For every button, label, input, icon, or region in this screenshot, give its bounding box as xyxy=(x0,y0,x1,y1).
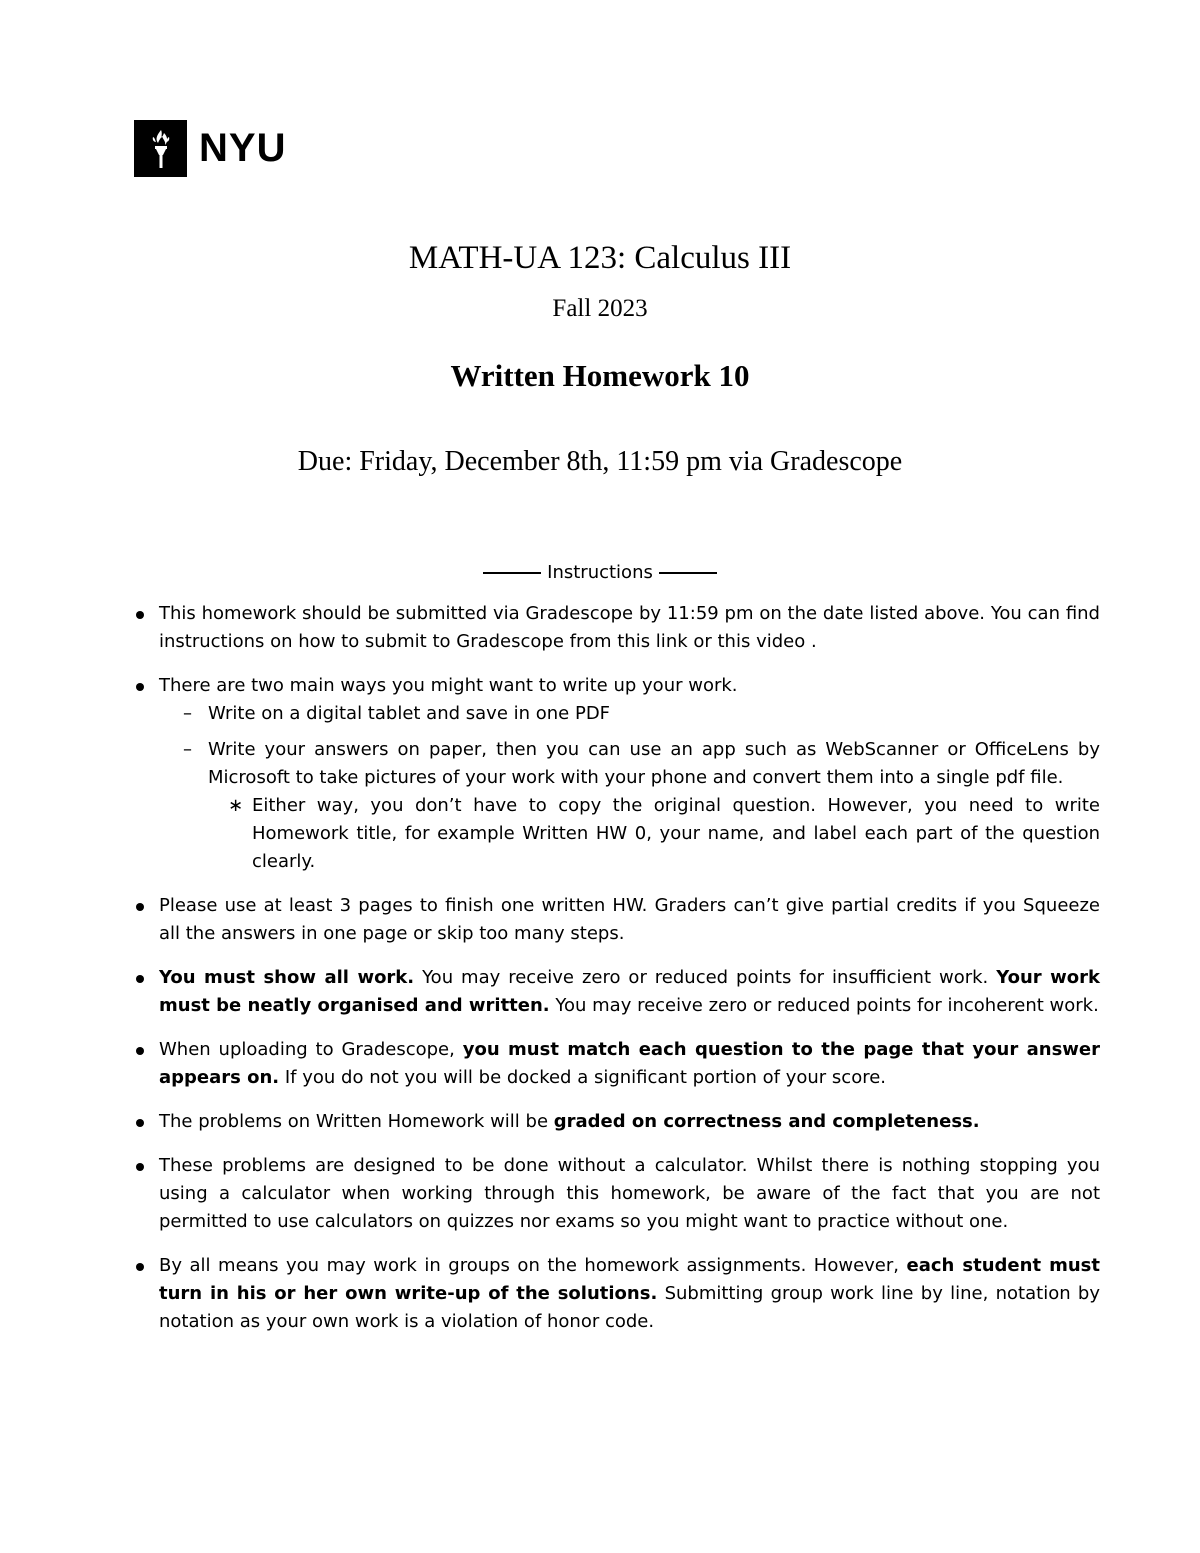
instruction-text: This homework should be submitted via Gradescope by 11:59 pm on the date listed above. You can find instructions on how to submit to Gradescope from this link or this video . xyxy=(159,603,1100,652)
instruction-text: You may receive zero or reduced points for insufficient work. xyxy=(414,967,997,988)
sub-item-text: Write on a digital tablet and save in one PDF xyxy=(208,703,611,724)
instructions-list-container xyxy=(134,600,1100,1352)
instruction-submission xyxy=(134,600,1100,656)
instruction-text: By all means you may work in groups on the homework assignments. However, xyxy=(159,1255,907,1276)
instruction-groups xyxy=(134,1252,1100,1336)
instruction-text: You may receive zero or reduced points for incoherent work. xyxy=(549,995,1099,1016)
instruction-text: The problems on Written Homework will be xyxy=(159,1111,554,1132)
instruction-text: Please use at least 3 pages to finish one written HW. Graders can’t give partial credits if you Squeeze all the answers in one page or skip too many steps. xyxy=(159,895,1100,944)
paper-subsublist xyxy=(208,792,1100,876)
instruction-grading xyxy=(134,1108,1100,1136)
instruction-match-pages xyxy=(134,1036,1100,1092)
logo-wordmark: NYU xyxy=(199,126,287,170)
heading-rule-right xyxy=(659,572,717,574)
sub-item-paper xyxy=(159,736,1100,876)
sub-item-text: Write your answers on paper, then you can use an app such as WebScanner or OfficeLens by Microsoft to take pictures of your work with your phone and convert them into a single pdf file. xyxy=(208,739,1100,788)
sub-item-tablet xyxy=(159,700,1100,728)
instruction-text: Submitting group work line by line, notation by notation as your own work is a violation of honor code. xyxy=(159,1283,1100,1332)
heading-rule-left xyxy=(483,572,541,574)
instruction-text: These problems are designed to be done without a calculator. Whilst there is nothing stopping you using a calculator when working through this homework, be aware of the fact that you are not permitted to use calculators on quizzes nor exams so you might want to practice without one. xyxy=(159,1155,1100,1232)
instruction-writeup-ways xyxy=(134,672,1100,876)
homework-title: Written Homework 10 xyxy=(450,358,750,393)
torch-icon xyxy=(134,120,187,177)
instruction-bold: Your work must be neatly organised and written. xyxy=(159,967,1100,1016)
writeup-sublist xyxy=(159,700,1100,876)
course-title: MATH-UA 123: Calculus III xyxy=(408,240,792,276)
due-date: Due: Friday, December 8th, 11:59 pm via Gradescope xyxy=(297,446,903,477)
instruction-calculator xyxy=(134,1152,1100,1236)
instruction-page-count xyxy=(134,892,1100,948)
subsub-item-labeling xyxy=(208,792,1100,876)
nyu-logo xyxy=(134,120,286,177)
instructions-heading xyxy=(0,562,1200,583)
subsub-item-text: Either way, you don’t have to copy the original question. However, you need to write Homework title, for example Written HW 0, your name, and label each part of the question clearly. xyxy=(252,795,1100,872)
term: Fall 2023 xyxy=(552,295,648,322)
instruction-text: There are two main ways you might want to write up your work. xyxy=(159,675,738,696)
instructions-list xyxy=(134,600,1100,1336)
instruction-bold: You must show all work. xyxy=(159,967,415,988)
instruction-bold: graded on correctness and completeness. xyxy=(553,1111,980,1132)
instructions-heading-label: Instructions xyxy=(547,562,653,583)
instruction-text: When uploading to Gradescope, xyxy=(159,1039,463,1060)
instruction-bold: you must match each question to the page that your answer appears on. xyxy=(159,1039,1101,1088)
instruction-show-work xyxy=(134,964,1100,1020)
instruction-bold: each student must turn in his or her own write-up of the solutions. xyxy=(159,1255,1100,1304)
instruction-text: If you do not you will be docked a significant portion of your score. xyxy=(279,1067,887,1088)
